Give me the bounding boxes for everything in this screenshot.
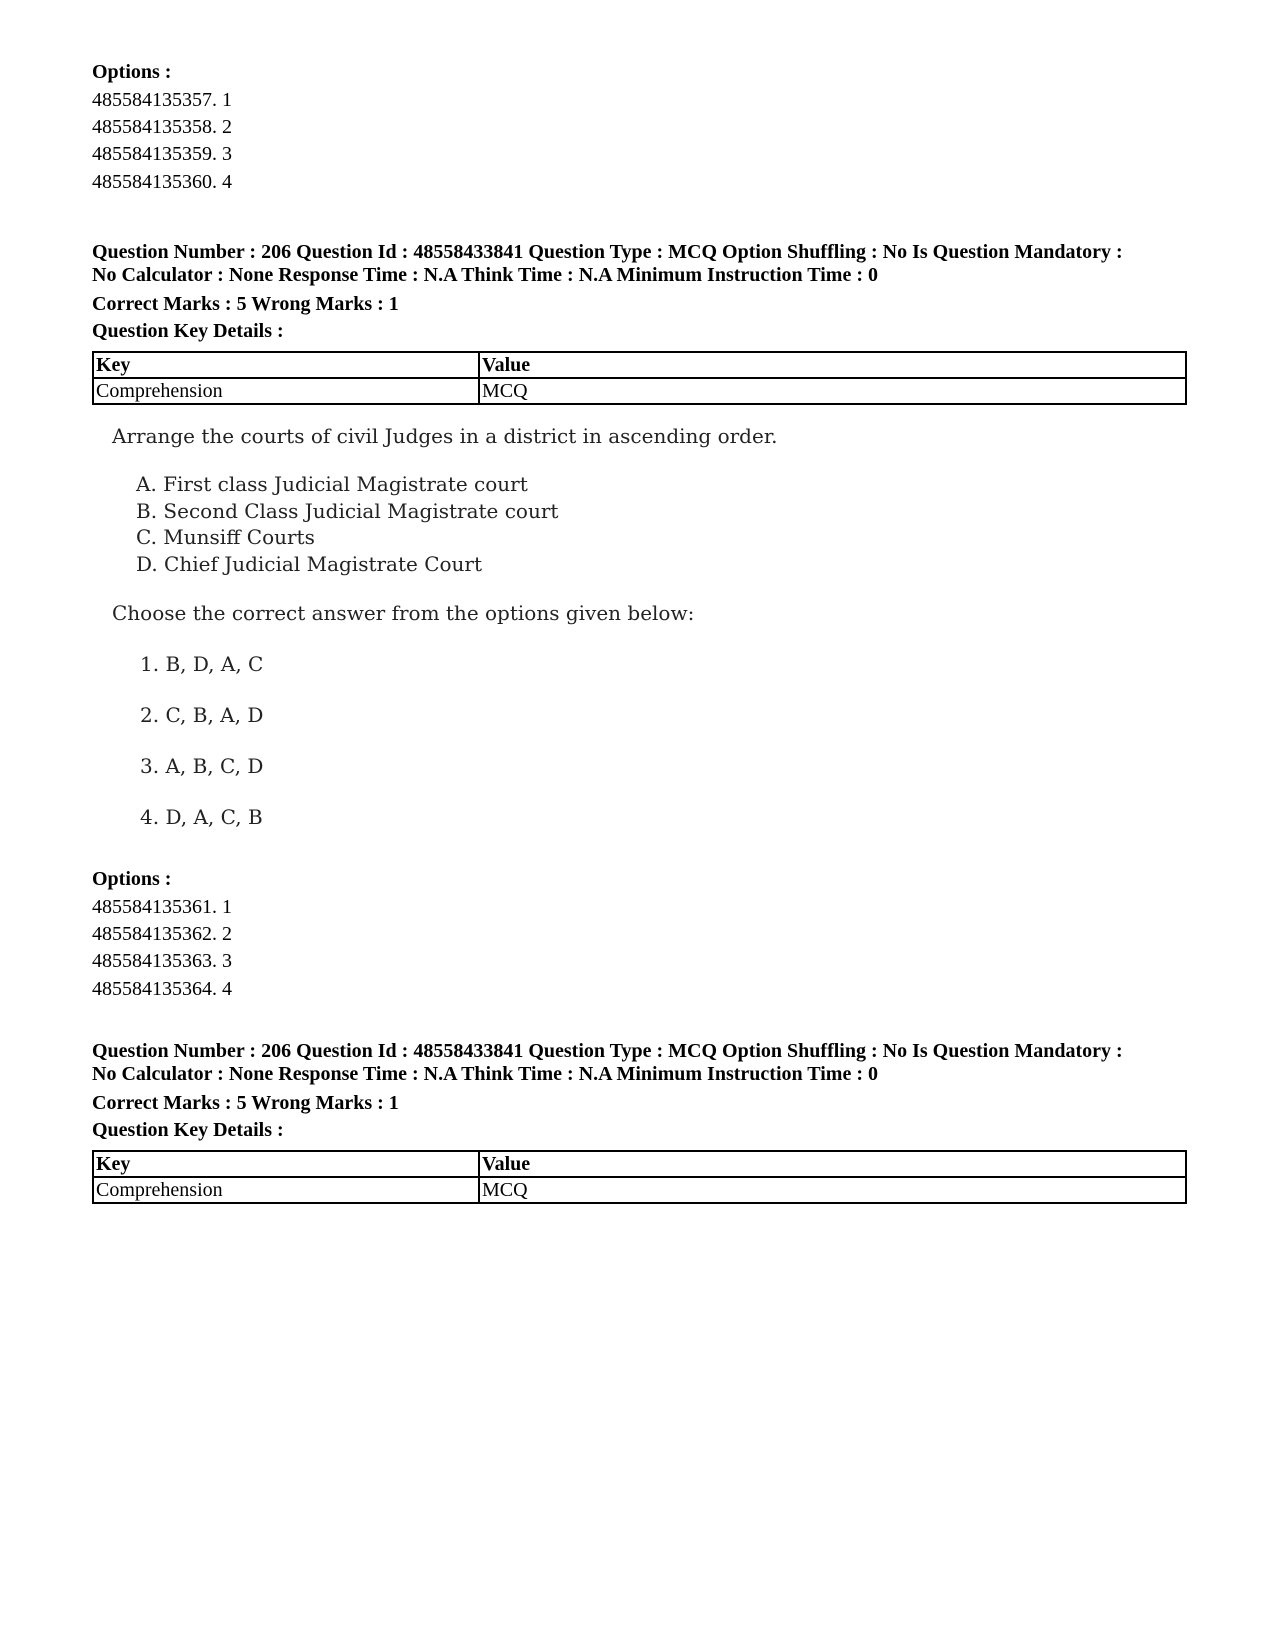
key-details-label: Question Key Details : xyxy=(92,1119,284,1141)
marks-line: Correct Marks : 5 Wrong Marks : 1 xyxy=(92,293,399,315)
table-row xyxy=(93,378,1186,404)
option-item: 485584135363. 3 xyxy=(92,950,232,972)
question-meta-line1: Question Number : 206 Question Id : 48558433841 Question Type : MCQ Option Shuffling : No Is Question Mandatory : xyxy=(92,241,1123,263)
table-header-row xyxy=(93,352,1186,378)
marks-line: Correct Marks : 5 Wrong Marks : 1 xyxy=(92,1092,399,1114)
options-label: Options : xyxy=(92,868,172,890)
answer-choice: 1. B, D, A, C xyxy=(140,652,264,676)
statement-item: D. Chief Judicial Magistrate Court xyxy=(136,552,483,576)
table-header-key: Key xyxy=(93,352,479,378)
table-header-key: Key xyxy=(93,1151,479,1177)
statement-item: C. Munsiff Courts xyxy=(136,525,315,549)
option-item: 485584135362. 2 xyxy=(92,923,232,945)
statement-item: A. First class Judicial Magistrate court xyxy=(136,472,528,496)
table-cell-key: Comprehension xyxy=(93,378,479,404)
table-cell-value: MCQ xyxy=(479,378,1186,404)
question-stem: Arrange the courts of civil Judges in a district in ascending order. xyxy=(112,424,778,448)
question-meta-line1: Question Number : 206 Question Id : 48558433841 Question Type : MCQ Option Shuffling : No Is Question Mandatory : xyxy=(92,1040,1123,1062)
option-item: 485584135358. 2 xyxy=(92,116,232,138)
question-meta-line2: No Calculator : None Response Time : N.A Think Time : N.A Minimum Instruction Time : 0 xyxy=(92,264,878,286)
option-item: 485584135357. 1 xyxy=(92,89,232,111)
question-body-image xyxy=(108,420,778,860)
question-instruction: Choose the correct answer from the options given below: xyxy=(112,601,695,625)
answer-choice: 2. C, B, A, D xyxy=(140,703,264,727)
question-meta-line2: No Calculator : None Response Time : N.A Think Time : N.A Minimum Instruction Time : 0 xyxy=(92,1063,878,1085)
option-item: 485584135364. 4 xyxy=(92,978,232,1000)
table-header-value: Value xyxy=(479,352,1186,378)
table-header-value: Value xyxy=(479,1151,1186,1177)
table-cell-key: Comprehension xyxy=(93,1177,479,1203)
option-item: 485584135359. 3 xyxy=(92,143,232,165)
table-row xyxy=(93,1177,1186,1203)
key-details-label: Question Key Details : xyxy=(92,320,284,342)
option-item: 485584135361. 1 xyxy=(92,896,232,918)
answer-choice: 3. A, B, C, D xyxy=(140,754,264,778)
table-header-row xyxy=(93,1151,1186,1177)
answer-choice: 4. D, A, C, B xyxy=(140,805,263,829)
key-details-table xyxy=(92,1150,1187,1204)
option-item: 485584135360. 4 xyxy=(92,171,232,193)
key-details-table xyxy=(92,351,1187,405)
statement-item: B. Second Class Judicial Magistrate court xyxy=(136,499,559,523)
options-label: Options : xyxy=(92,61,172,83)
table-cell-value: MCQ xyxy=(479,1177,1186,1203)
